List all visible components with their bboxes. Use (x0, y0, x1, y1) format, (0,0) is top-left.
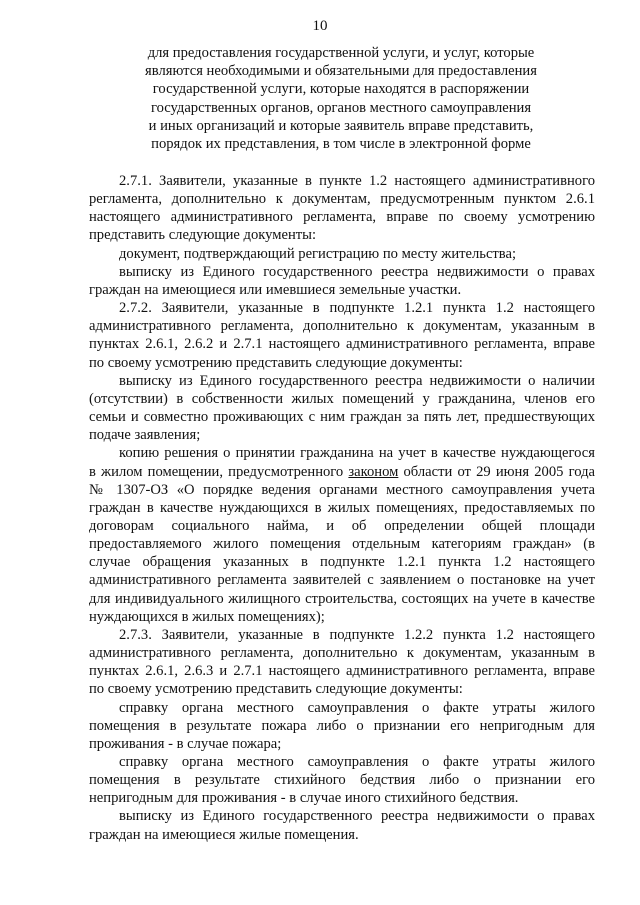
body-line: выписку из Единого государственного реестра недвижимости о правах (119, 263, 595, 280)
heading-line: государственных органов, органов местного самоуправления (150, 99, 532, 116)
body-line: граждан на имеющиеся или имевшиеся земельные участки. (89, 281, 462, 298)
body-line: помещения в результате стихийного бедствия либо о признании его (89, 772, 595, 789)
body-line: выписку из Единого государственного реестра недвижимости о наличии (119, 372, 595, 389)
body-line: представить следующие документы: (89, 227, 317, 244)
document-body (89, 172, 595, 844)
body-line: непригодным для проживания - в случае иного стихийного бедствия. (89, 790, 519, 807)
body-line: пунктах 2.6.1, 2.6.3 и 2.7.1 настоящего административного регламента, вправе (89, 663, 595, 680)
body-line: по своему усмотрению представить следующие документы: (89, 354, 463, 371)
body-line: подаче заявления; (89, 427, 201, 444)
body-line: (отсутствии) в собственности жилых помещений у гражданина, членов его (89, 390, 595, 407)
body-line (89, 463, 595, 481)
heading-line: государственной услуги, которые находятся в распоряжении (152, 81, 530, 98)
body-line: проживания - в случае пожара; (89, 735, 282, 752)
heading-line: и иных организаций и которые заявитель вправе представить, (148, 117, 534, 134)
heading-line: для предоставления государственной услуги, и услуг, которые (147, 45, 535, 61)
body-line: выписку из Единого государственного реестра недвижимости о правах (119, 808, 595, 825)
body-line: регламента, дополнительно к документам, предусмотренным пунктом 2.6.1 (89, 191, 595, 208)
body-line: настоящего административного регламента, вправе по своему усмотрению (89, 209, 595, 226)
body-line: административного регламента, дополнительно к документам, указанным в (89, 318, 595, 335)
heading-line: порядок их представления, в том числе в электронной форме (151, 136, 531, 153)
section-heading (88, 44, 594, 153)
line-text-before: в жилом помещении, предусмотренного (89, 463, 349, 480)
body-line: копию решения о принятии гражданина на учет в качестве нуждающегося (119, 445, 595, 462)
body-line: граждан на имеющиеся жилые помещения. (89, 826, 359, 843)
body-line: для индивидуального жилищного строительства, состоящих на учете в качестве (89, 590, 595, 607)
body-line: договорам социального найма, и об определении общей площади (89, 517, 595, 534)
body-line: 2.7.1. Заявители, указанные в пункте 1.2 настоящего административного (119, 173, 595, 189)
law-link[interactable]: законом (348, 463, 399, 480)
body-line: справку органа местного самоуправления о факте утраты жилого (119, 754, 595, 770)
body-line: административного регламента заявителей с заявлением о постановке на учет (89, 572, 595, 589)
line-text-after: области от 29 июня 2005 года (398, 463, 595, 480)
heading-line: являются необходимыми и обязательными для предоставления (145, 63, 537, 80)
body-line: 2.7.2. Заявители, указанные в подпункте 1.2.1 пункта 1.2 настоящего (119, 300, 595, 317)
body-line: административного регламента, дополнительно к документам, указанным в (89, 645, 595, 662)
body-line: 2.7.3. Заявители, указанные в подпункте 1.2.2 пункта 1.2 настоящего (119, 626, 595, 643)
body-line: документ, подтверждающий регистрацию по месту жительства; (119, 245, 517, 262)
body-line: справку органа местного самоуправления о факте утраты жилого (119, 699, 595, 716)
body-line: пунктах 2.6.1, 2.6.2 и 2.7.1 настоящего административного регламента, вправе (89, 336, 595, 353)
body-line: помещения в результате пожара либо о признании его непригодным для (89, 717, 595, 734)
body-line: предоставляемого жилого помещения отдельным категориям граждан» (в (89, 536, 595, 553)
page-number: 10 (312, 18, 328, 34)
body-line: по своему усмотрению представить следующие документы: (89, 681, 463, 698)
body-line: семьи и совместно проживающих с ним граждан за пять лет, предшествующих (89, 409, 595, 426)
body-line: случае обращения указанных в подпункте 1.2.1 пункта 1.2 настоящего (89, 554, 595, 571)
body-line: граждан в качестве нуждающихся в жилых помещениях, предоставляемых по (89, 499, 595, 516)
body-line: № 1307-ОЗ «О порядке ведения органами местного самоуправления учета (89, 481, 595, 498)
body-line: нуждающихся в жилых помещениях); (89, 608, 325, 625)
